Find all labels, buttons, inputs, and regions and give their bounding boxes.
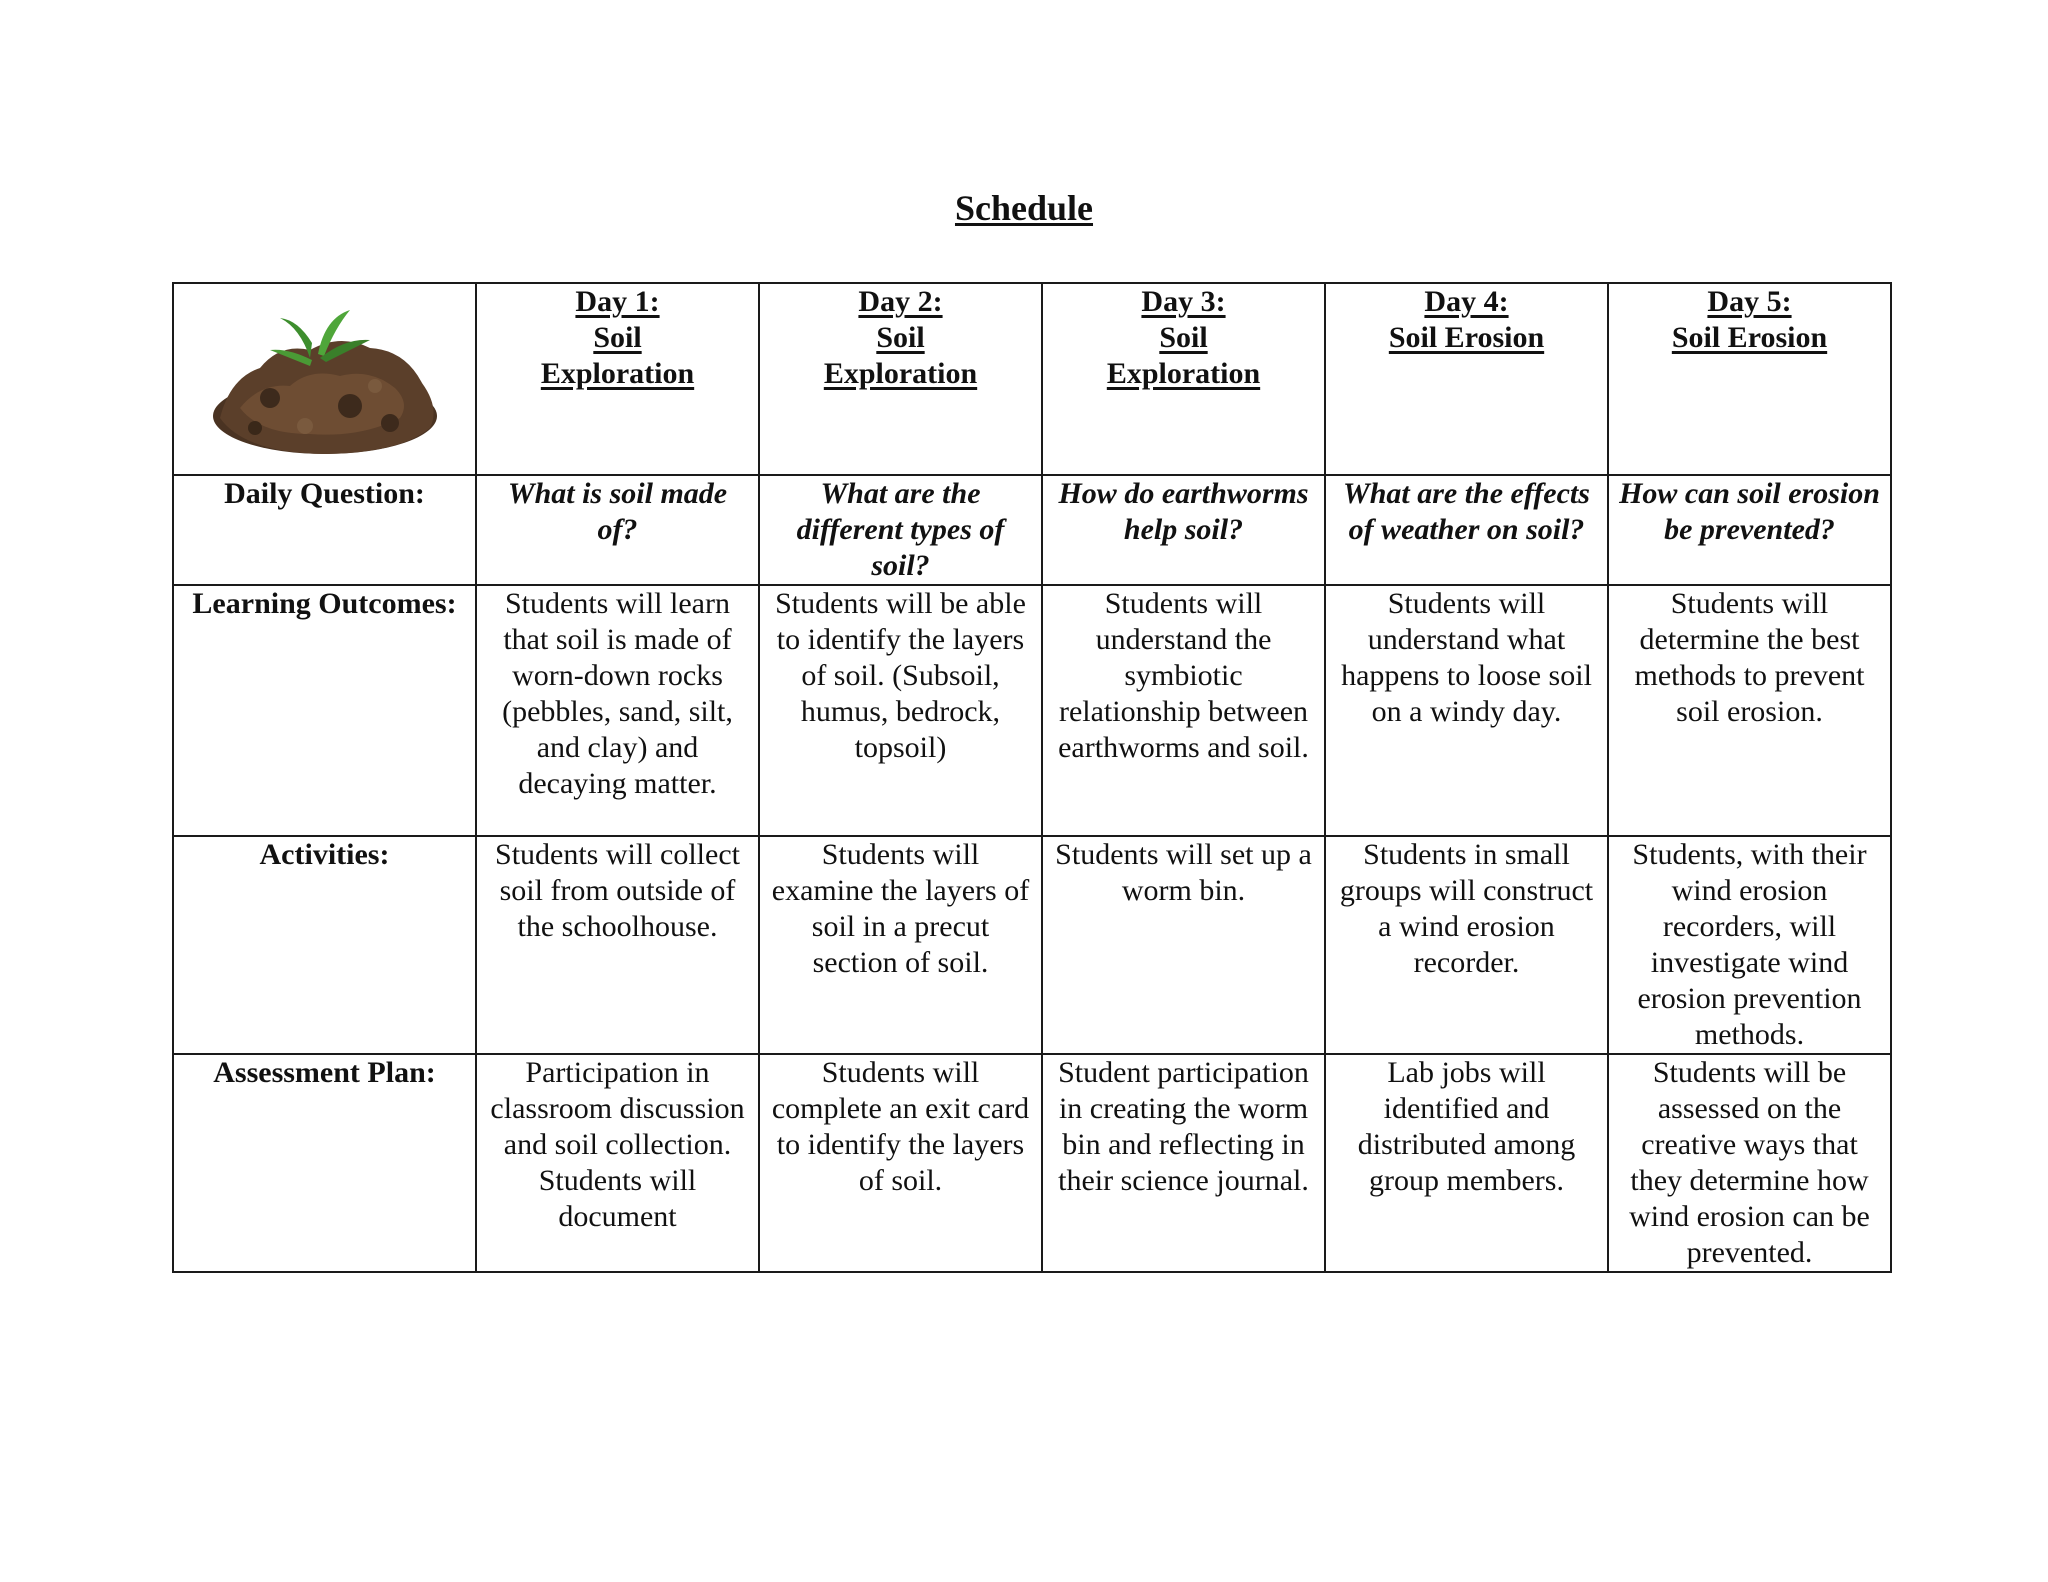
daily-question-day-2: What are the different types of soil? (759, 475, 1042, 585)
daily-question-row (173, 475, 1891, 585)
daily-question-label: Daily Question: (173, 475, 476, 585)
learning-outcomes-day-1: Students will learn that soil is made of worn-down rocks (pebbles, sand, silt, and clay) and decaying matter. (476, 585, 759, 836)
daily-question-day-1: What is soil made of? (476, 475, 759, 585)
assessment-plan-day-3: Student participation in creating the worm bin and reflecting in their science journal. (1042, 1054, 1325, 1272)
learning-outcomes-day-2: Students will be able to identify the layers of soil. (Subsoil, humus, bedrock, topsoil) (759, 585, 1042, 836)
day-1-header (476, 283, 759, 475)
day-4-header (1325, 283, 1608, 475)
activities-day-5: Students, with their wind erosion recorders, will investigate wind erosion prevention methods. (1608, 836, 1891, 1054)
day-4-label: Day 4: (1424, 285, 1509, 318)
assessment-plan-day-1: Participation in classroom discussion and soil collection. Students will document (476, 1054, 759, 1272)
daily-question-day-4: What are the effects of weather on soil? (1325, 475, 1608, 585)
activities-day-4: Students in small groups will construct a wind erosion recorder. (1325, 836, 1608, 1054)
schedule-table (172, 282, 1892, 1273)
day-5-header (1608, 283, 1891, 475)
assessment-plan-row (173, 1054, 1891, 1272)
daily-question-day-5: How can soil erosion be prevented? (1608, 475, 1891, 585)
assessment-plan-day-4: Lab jobs will identified and distributed among group members. (1325, 1054, 1608, 1272)
day-3-label: Day 3: (1141, 285, 1226, 318)
day-5-label: Day 5: (1707, 285, 1792, 318)
day-3-topic-line-1: Soil (1159, 321, 1208, 354)
daily-question-day-3: How do earthworms help soil? (1042, 475, 1325, 585)
activities-label: Activities: (173, 836, 476, 1054)
header-row (173, 283, 1891, 475)
learning-outcomes-label: Learning Outcomes: (173, 585, 476, 836)
day-1-topic-line-1: Soil (593, 321, 642, 354)
assessment-plan-label: Assessment Plan: (173, 1054, 476, 1272)
day-2-label: Day 2: (858, 285, 943, 318)
learning-outcomes-row (173, 585, 1891, 836)
day-1-topic-line-2: Exploration (540, 357, 695, 390)
assessment-plan-day-5: Students will be assessed on the creative ways that they determine how wind erosion can be prevented. (1608, 1054, 1891, 1272)
soil-image-cell (173, 283, 476, 475)
learning-outcomes-day-5: Students will determine the best methods to prevent soil erosion. (1608, 585, 1891, 836)
day-1-label: Day 1: (575, 285, 660, 318)
learning-outcomes-day-3: Students will understand the symbiotic relationship between earthworms and soil. (1042, 585, 1325, 836)
day-2-topic-line-2: Exploration (823, 357, 978, 390)
learning-outcomes-day-4: Students will understand what happens to loose soil on a windy day. (1325, 585, 1608, 836)
activities-day-2: Students will examine the layers of soil in a precut section of soil. (759, 836, 1042, 1054)
activities-row (173, 836, 1891, 1054)
day-2-topic-line-1: Soil (876, 321, 925, 354)
day-5-topic-line-1: Soil Erosion (1671, 321, 1828, 354)
activities-day-3: Students will set up a worm bin. (1042, 836, 1325, 1054)
day-3-topic-line-2: Exploration (1106, 357, 1261, 390)
day-3-header (1042, 283, 1325, 475)
assessment-plan-day-2: Students will complete an exit card to identify the layers of soil. (759, 1054, 1042, 1272)
page-title: Schedule (954, 188, 1094, 228)
activities-day-1: Students will collect soil from outside of the schoolhouse. (476, 836, 759, 1054)
day-2-header (759, 283, 1042, 475)
soil-pile-icon (200, 288, 450, 468)
day-4-topic-line-1: Soil Erosion (1388, 321, 1545, 354)
